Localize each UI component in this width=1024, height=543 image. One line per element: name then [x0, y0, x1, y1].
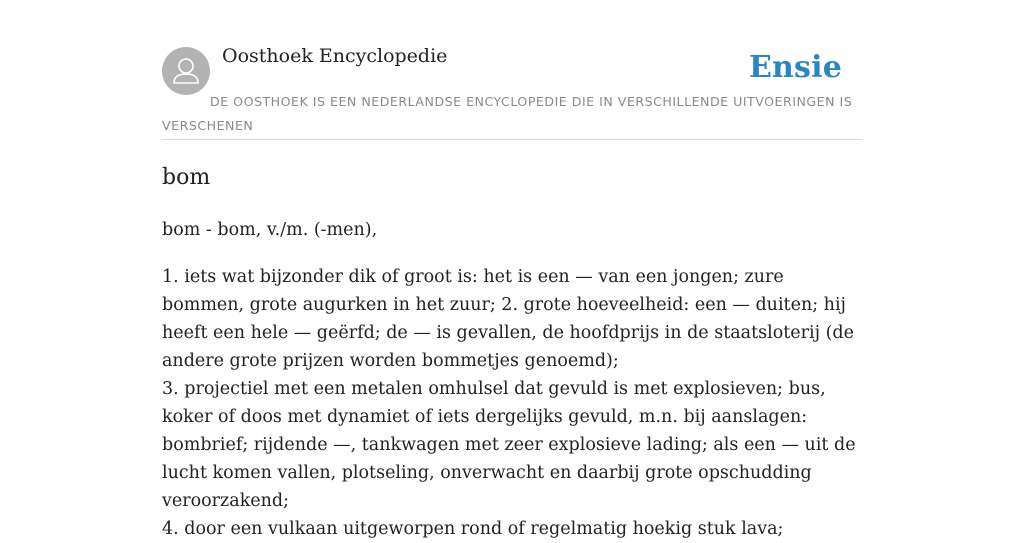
source-description: DE OOSTHOEK IS EEN NEDERLANDSE ENCYCLOPEDIE DIE IN VERSCHILLENDE UITVOERINGEN IS VERSCHENEN	[162, 94, 853, 133]
source-name[interactable]: Oosthoek Encyclopedie	[222, 45, 448, 67]
avatar-graphic	[162, 47, 210, 95]
definition-sense: 3. projectiel met een metalen omhulsel dat gevuld is met explosieven; bus, koker of doos met dynamiet of iets dergelijks gevuld, m.n. bij aanslagen: bombrief; rijdende —, tankwagen met zeer explosieve lading; als een — uit de lucht komen vallen, plotseling, onverwacht en daarbij grote opschudding veroorzakend;	[162, 379, 856, 511]
entry-article	[162, 160, 862, 543]
definition-sense: 4. door een vulkaan uitgeworpen rond of regelmatig hoekig stuk lava;	[162, 519, 784, 539]
user-placeholder-icon[interactable]	[162, 47, 210, 95]
brand-logo[interactable]: Ensie	[748, 50, 842, 85]
definition-sense: 1. iets wat bijzonder dik of groot is: het is een — van een jongen; zure bommen, grote augurken in het zuur; 2. grote hoeveelheid: een — duiten; hij heeft een hele — geërfd; de — is gevallen, de hoofdprijs in de staatsloterij (de andere grote prijzen worden bommetjes genoemd);	[162, 267, 854, 371]
definition-body	[162, 263, 862, 543]
site-header	[162, 0, 862, 140]
definition-lead: bom - bom, v./m. (-men),	[162, 220, 378, 240]
page-title: bom	[162, 165, 211, 190]
